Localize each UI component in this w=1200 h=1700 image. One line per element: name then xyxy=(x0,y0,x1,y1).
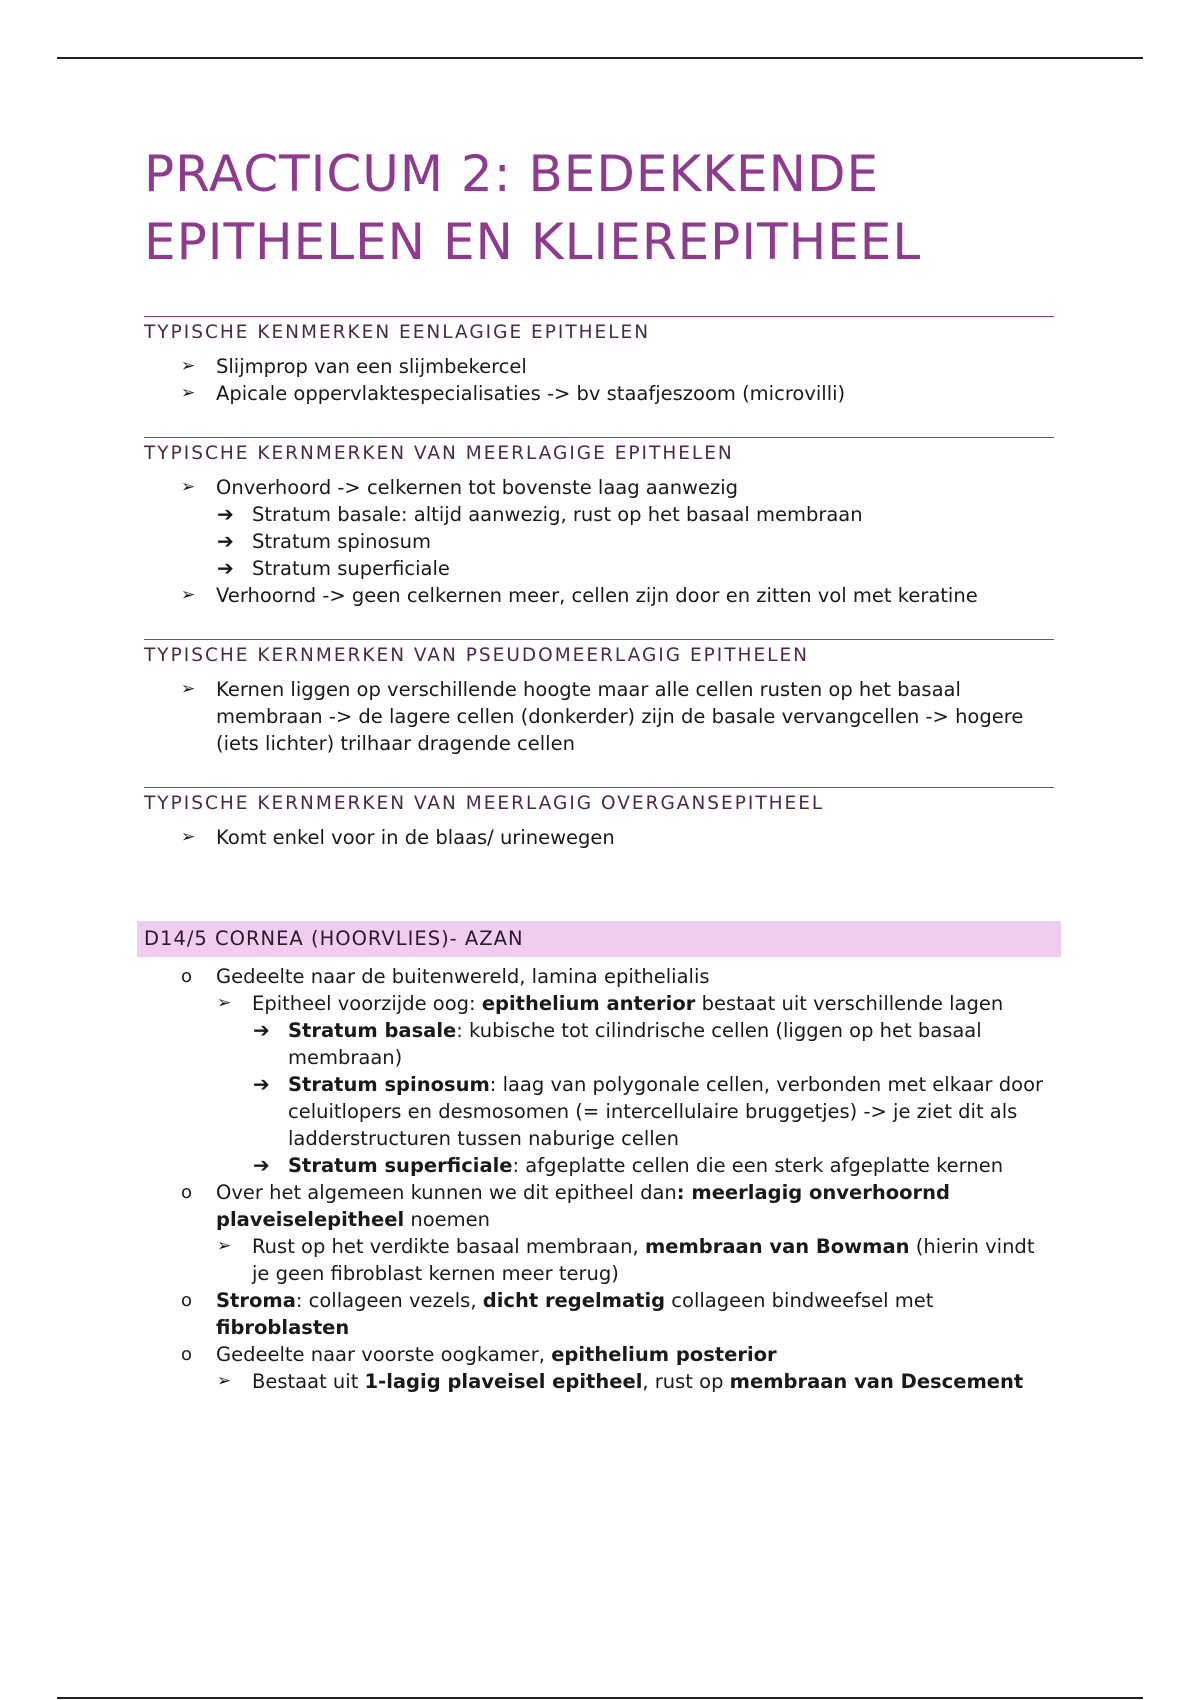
bold-span: epithelium posterior xyxy=(551,1343,777,1366)
bullet-list xyxy=(144,824,1054,851)
list-item-text: Gedeelte naar de buitenwereld, lamina epithelialis xyxy=(216,965,710,988)
title-line-1: PRACTICUM 2: BEDEKKENDE xyxy=(144,145,880,203)
list-item-text: Verhoornd -> geen celkernen meer, cellen zijn door en zitten vol met keratine xyxy=(216,584,978,607)
chevron-bullet-icon: ➢ xyxy=(217,1371,232,1391)
chevron-bullet-icon: ➢ xyxy=(217,1236,232,1256)
arrow-bullet-icon: ➔ xyxy=(217,556,234,580)
section-heading: TYPISCHE KENMERKEN EENLAGIGE EPITHELEN xyxy=(144,316,1054,345)
section-meerlagige xyxy=(144,437,1054,609)
section-eenlagige xyxy=(144,316,1054,407)
circle-bullet-icon: o xyxy=(181,1290,193,1311)
sub-list-item xyxy=(144,528,1054,555)
arrow-bullet-icon: ➔ xyxy=(253,1153,270,1177)
chevron-bullet-icon: ➢ xyxy=(181,679,196,699)
title-line-2: EPITHELEN EN KLIEREPITHEEL xyxy=(144,213,922,271)
text-span: (hierin vindt je geen fibroblast kernen meer terug) xyxy=(252,1235,1035,1285)
text-span: Gedeelte naar voorste oogkamer, xyxy=(216,1343,552,1366)
text-span: : collageen vezels, xyxy=(295,1289,483,1312)
text-span: : kubische tot cilindrische cellen (liggen op het basaal membraan) xyxy=(288,1019,982,1069)
section-heading: TYPISCHE KERNMERKEN VAN PSEUDOMEERLAGIG EPITHELEN xyxy=(144,639,1054,668)
circle-bullet-icon: o xyxy=(181,1182,193,1203)
arrow-bullet-icon: ➔ xyxy=(217,529,234,553)
text-span: noemen xyxy=(404,1208,490,1231)
page-top-rule xyxy=(57,57,1143,59)
text-span: Rust op het verdikte basaal membraan, xyxy=(252,1235,645,1258)
cornea-heading: D14/5 CORNEA (HOORVLIES)- AZAN xyxy=(137,921,1061,957)
sub-sub-list-item xyxy=(144,1017,1054,1071)
bold-span: : meerlagig onverhoornd plaveiselepitheel xyxy=(216,1181,950,1231)
list-item xyxy=(144,474,1054,501)
list-item xyxy=(144,676,1054,757)
sub-list-item xyxy=(144,1233,1054,1287)
circle-bullet-icon: o xyxy=(181,1344,193,1365)
text-span: Bestaat uit xyxy=(252,1370,365,1393)
bold-span: 1-lagig plaveisel epitheel xyxy=(364,1370,643,1393)
list-item-text: Stratum spinosum xyxy=(252,530,431,553)
bold-span: Stratum spinosum xyxy=(288,1073,490,1096)
chevron-bullet-icon: ➢ xyxy=(181,477,196,497)
chevron-bullet-icon: ➢ xyxy=(217,993,232,1013)
bullet-list xyxy=(144,353,1054,407)
bold-span: membraan van Bowman xyxy=(644,1235,910,1258)
list-item-text: Stratum superficiale xyxy=(252,557,450,580)
section-cornea xyxy=(144,921,1054,1395)
sub-sub-list-item xyxy=(144,1152,1054,1179)
bullet-list xyxy=(144,676,1054,757)
bold-span: membraan van Descement xyxy=(729,1370,1024,1393)
sub-list-item xyxy=(144,501,1054,528)
arrow-bullet-icon: ➔ xyxy=(217,502,234,526)
list-item-text: Onverhoord -> celkernen tot bovenste laag aanwezig xyxy=(216,476,739,499)
cornea-list xyxy=(144,963,1054,1395)
bold-span: Stratum superficiale xyxy=(288,1154,513,1177)
circle-bullet-icon: o xyxy=(181,966,193,987)
chevron-bullet-icon: ➢ xyxy=(181,585,196,605)
text-span: Over het algemeen kunnen we dit epitheel dan xyxy=(216,1181,677,1204)
text-span: bestaat uit verschillende lagen xyxy=(695,992,1004,1015)
list-item-text: Komt enkel voor in de blaas/ urinewegen xyxy=(216,826,615,849)
section-heading: TYPISCHE KERNMERKEN VAN MEERLAGIGE EPITHELEN xyxy=(144,437,1054,466)
arrow-bullet-icon: ➔ xyxy=(253,1018,270,1042)
bold-span: Stroma xyxy=(216,1289,296,1312)
list-item xyxy=(144,1287,1054,1341)
list-item xyxy=(144,1341,1054,1368)
text-span: : afgeplatte cellen die een sterk afgeplatte kernen xyxy=(512,1154,1004,1177)
list-item-text: Apicale oppervlaktespecialisaties -> bv staafjeszoom (microvilli) xyxy=(216,382,846,405)
bold-span: dicht regelmatig xyxy=(482,1289,666,1312)
bold-span: epithelium anterior xyxy=(481,992,696,1015)
bullet-list xyxy=(144,474,1054,609)
bold-span: fibroblasten xyxy=(216,1316,350,1339)
text-span: : laag van polygonale cellen, verbonden met elkaar door celuitlopers en desmosomen (= intercellulaire bruggetjes) -> je ziet dit als ladderstructuren tussen naburige cellen xyxy=(288,1073,1044,1150)
bold-span: Stratum basale xyxy=(288,1019,457,1042)
text-span: , rust op xyxy=(642,1370,730,1393)
chevron-bullet-icon: ➢ xyxy=(181,356,196,376)
list-item-text: Slijmprop van een slijmbekercel xyxy=(216,355,527,378)
list-item xyxy=(144,963,1054,990)
document-body xyxy=(144,140,1054,1395)
list-item xyxy=(144,380,1054,407)
page-title xyxy=(144,140,1054,276)
list-item xyxy=(144,353,1054,380)
page-bottom-rule xyxy=(57,1697,1143,1699)
list-item xyxy=(144,582,1054,609)
sub-list-item xyxy=(144,555,1054,582)
list-item xyxy=(144,1179,1054,1233)
section-pseudomeerlagig xyxy=(144,639,1054,757)
list-item xyxy=(144,824,1054,851)
section-overgansepitheel xyxy=(144,787,1054,851)
chevron-bullet-icon: ➢ xyxy=(181,383,196,403)
text-span: Epitheel voorzijde oog: xyxy=(252,992,482,1015)
section-heading: TYPISCHE KERNMERKEN VAN MEERLAGIG OVERGANSEPITHEEL xyxy=(144,787,1054,816)
sub-list-item xyxy=(144,1368,1054,1395)
sub-sub-list-item xyxy=(144,1071,1054,1152)
text-span: collageen bindweefsel met xyxy=(665,1289,934,1312)
sub-list-item xyxy=(144,990,1054,1017)
list-item-text: Kernen liggen op verschillende hoogte maar alle cellen rusten op het basaal membraan -> de lagere cellen (donkerder) zijn de basale vervangcellen -> hogere (iets lichter) trilhaar dragende cellen xyxy=(216,678,1024,755)
chevron-bullet-icon: ➢ xyxy=(181,827,196,847)
arrow-bullet-icon: ➔ xyxy=(253,1072,270,1096)
list-item-text: Stratum basale: altijd aanwezig, rust op het basaal membraan xyxy=(252,503,863,526)
